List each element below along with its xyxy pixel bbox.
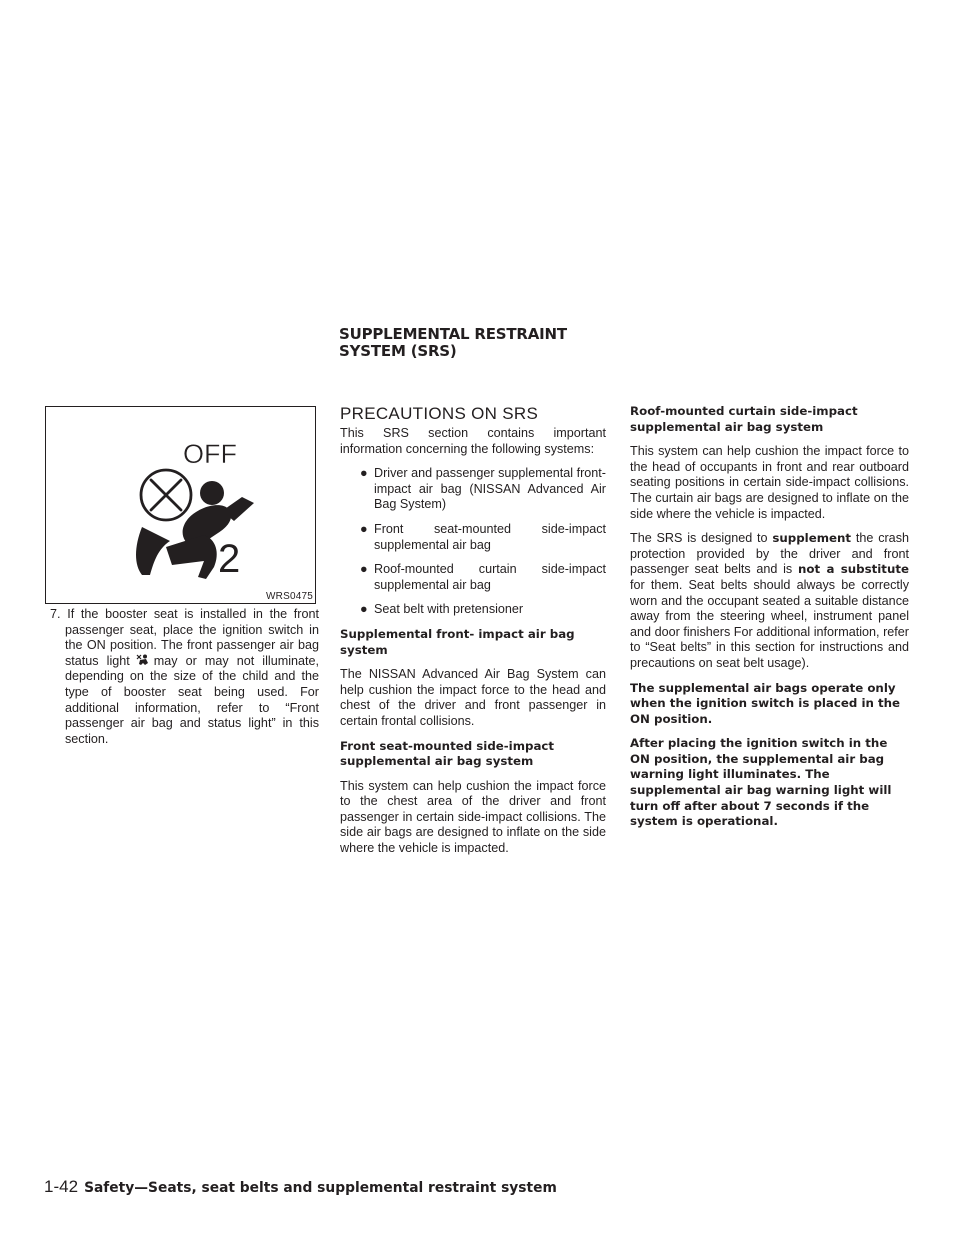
curtain-air-bag-text: This system can help cushion the impact force to the head of occupants in front and rear outboard seating positions in certain side-impact collisions. The curtain air bags are designed to inflate on the side where the vehicle is impacted. bbox=[630, 444, 909, 521]
figure-box bbox=[45, 406, 316, 604]
list-item: ● Driver and passenger supplemental front-impact air bag (NISSAN Advanced Air Bag System) bbox=[360, 466, 606, 512]
section-title-line2: SYSTEM (SRS) bbox=[339, 342, 457, 360]
right-column bbox=[630, 404, 909, 839]
emphasis-supplement: supplement bbox=[772, 531, 852, 546]
middle-column bbox=[340, 404, 606, 866]
page-number: 1-42 bbox=[44, 1177, 79, 1196]
chapter-title: Safety—Seats, seat belts and supplemental restraint system bbox=[84, 1180, 557, 1196]
air-bag-status-light-icon bbox=[136, 654, 152, 666]
ignition-on-note: The supplemental air bags operate only when the ignition switch is placed in the ON position. bbox=[630, 680, 901, 726]
page-footer bbox=[44, 1178, 557, 1197]
bullet-icon: ● bbox=[360, 466, 368, 481]
figure-id: WRS0475 bbox=[266, 591, 313, 602]
srs-supplement-text: The SRS is designed to supplement the crash protection provided by the driver and front passenger seat belts and is not a substitute for them. Seat belts should always be correctly worn and the occupant seated a suitable distance away from the steering wheel, instrument panel and door finishers For additional information, refer to “Seat belts” in this section for instructions and precautions on seat belt usage). bbox=[630, 531, 909, 670]
seat-number: 2 bbox=[218, 537, 241, 581]
side-air-bag-text: This system can help cushion the impact force to the chest area of the driver and front passenger in certain side-impact collisions. The side air bags are designed to inflate on the side where the vehicle is impacted. bbox=[340, 778, 606, 856]
item7-text-after: may or may not illuminate, depending on the size of the child and the type of booster seat being used. For additional information, refer to “Front passenger air bag and status light” in this section. bbox=[65, 653, 319, 746]
bullet-icon: ● bbox=[360, 562, 368, 577]
systems-list bbox=[340, 466, 606, 618]
list-item: ● Roof-mounted curtain side-impact supplemental air bag bbox=[360, 562, 606, 592]
list-item-7 bbox=[50, 607, 319, 747]
off-label: OFF bbox=[183, 439, 237, 469]
seat bbox=[136, 527, 170, 575]
precautions-intro: This SRS section contains important information concerning the following systems: bbox=[340, 426, 606, 456]
passenger-air-bag-off-icon bbox=[46, 407, 315, 603]
passenger-head bbox=[200, 481, 224, 505]
list-item: ● Seat belt with pretensioner bbox=[360, 602, 524, 617]
front-air-bag-text: The NISSAN Advanced Air Bag System can help cushion the impact force to the head and chest of the driver and front passenger in certain frontal collisions. bbox=[340, 667, 606, 728]
section-title-line1: SUPPLEMENTAL RESTRAINT bbox=[339, 325, 567, 343]
curtain-air-bag-heading: Roof-mounted curtain side-impact supplemental air bag system bbox=[630, 404, 858, 434]
item7-text-before: 7. If the booster seat is installed in the front passenger seat, place the ignition switch in the ON position. The front passenger air bag status light bbox=[50, 607, 319, 668]
left-column bbox=[50, 607, 319, 747]
warning-light-note: After placing the ignition switch in the ON position, the supplemental air bag warning light illuminates. The supplemental air bag warning light will turn off after about 7 seconds if the system is operational. bbox=[630, 736, 892, 829]
bullet-icon: ● bbox=[360, 521, 368, 536]
passenger-legs bbox=[166, 535, 217, 579]
front-air-bag-heading: Supplemental front- impact air bag system bbox=[340, 626, 575, 657]
emphasis-not-substitute: not a substitute bbox=[797, 562, 909, 577]
bullet-icon: ● bbox=[360, 602, 368, 617]
side-air-bag-heading: Front seat-mounted side-impact supplemental air bag system bbox=[340, 738, 555, 769]
precautions-heading: PRECAUTIONS ON SRS bbox=[340, 404, 539, 423]
list-item: ● Front seat-mounted side-impact supplemental air bag bbox=[360, 521, 606, 552]
section-title bbox=[339, 326, 639, 360]
